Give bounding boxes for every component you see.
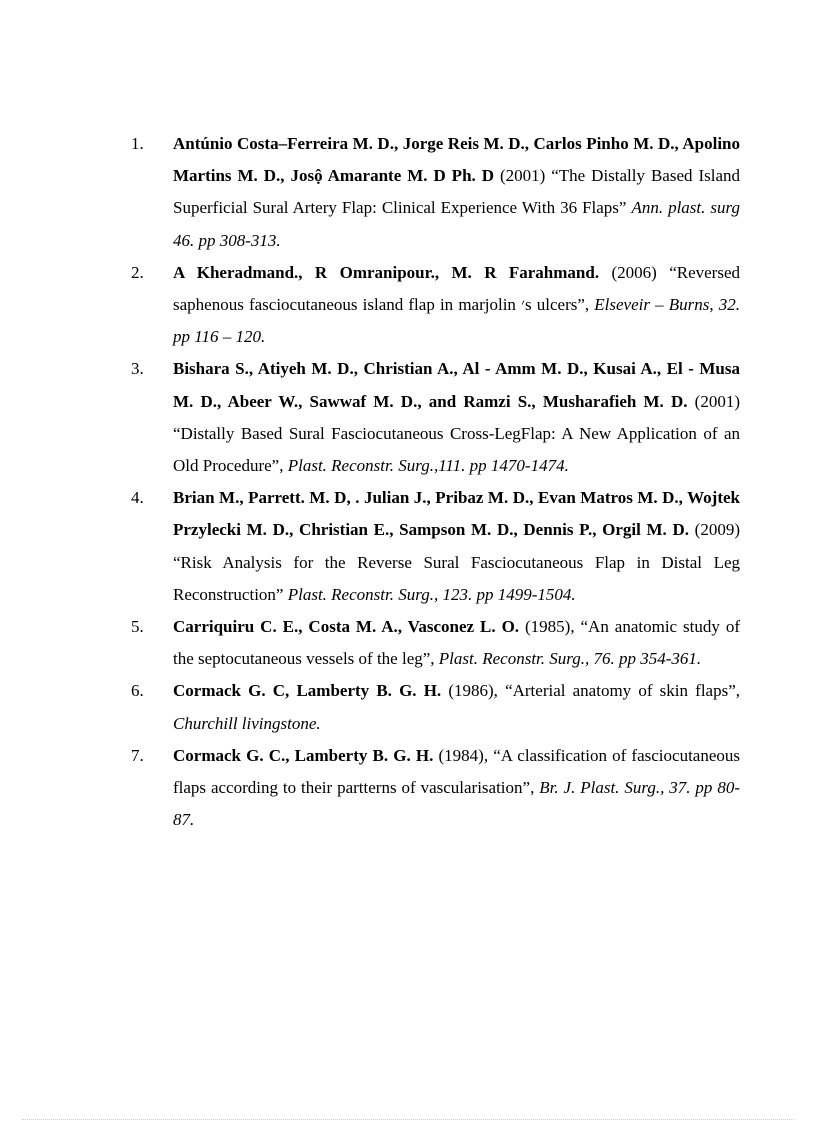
- reference-title: (1986), “Arterial anatomy of skin flaps”,: [441, 681, 740, 701]
- reference-text: [173, 128, 740, 257]
- reference-title: (2001) “Distally Based Sural Fasciocutaneous Cross-LegFlap: A New Application of an Old Procedure”,: [173, 391, 740, 476]
- reference-number: 6.: [131, 681, 144, 701]
- reference-text: [173, 611, 740, 675]
- reference-authors: Cormack G. C., Lamberty B. G. H.: [173, 745, 434, 765]
- reference-item: [131, 482, 740, 611]
- reference-authors: Antúnio Costa–Ferreira M. D., Jorge Reis M. D., Carlos Pinho M. D., Apolino Martins M. D., Josộ Amarante M. D Ph. D: [173, 134, 740, 186]
- reference-source: Churchill livingstone.: [173, 713, 321, 733]
- reference-source: Plast. Reconstr. Surg., 123. pp 1499-1504.: [287, 584, 576, 604]
- reference-text: [173, 675, 740, 739]
- reference-number: 4.: [131, 488, 144, 508]
- reference-authors: A Kheradmand., R Omranipour., M. R Farahmand.: [173, 262, 600, 282]
- reference-source: Br. J. Plast. Surg., 37. pp 80-87.: [173, 778, 740, 830]
- reference-number: 7.: [131, 745, 144, 765]
- reference-authors: Carriquiru C. E., Costa M. A., Vasconez L. O.: [173, 617, 520, 637]
- reference-item: [131, 128, 740, 257]
- reference-number: 1.: [131, 134, 144, 153]
- reference-source: Plast. Reconstr. Surg.,111. pp 1470-1474.: [287, 456, 569, 476]
- reference-text: [173, 257, 740, 354]
- reference-text: [173, 482, 740, 611]
- reference-text: [173, 740, 740, 837]
- reference-authors: Brian M., Parrett. M. D, . Julian J., Pribaz M. D., Evan Matros M. D., Wojtek Przylecki M. D., Christian E., Sampson M. D., Dennis P., Orgil M. D.: [173, 488, 740, 540]
- reference-title: (1985), “An anatomic study of the septocutaneous vessels of the leg”,: [173, 617, 740, 669]
- reference-item: [131, 611, 740, 675]
- reference-item: [131, 353, 740, 482]
- reference-list: [131, 128, 740, 836]
- reference-item: [131, 740, 740, 837]
- reference-title: (2006) “Reversed saphenous fasciocutaneous island flap in marjolin ׳s ulcers”,: [173, 262, 740, 315]
- reference-title: (1984), “A classification of fasciocutaneous flaps according to their partterns of vascularisation”,: [173, 745, 740, 798]
- page-bottom-divider: [22, 1119, 794, 1120]
- reference-item: [131, 675, 740, 739]
- reference-source: Plast. Reconstr. Surg., 76. pp 354-361.: [438, 649, 702, 669]
- reference-source: Elseveir – Burns, 32. pp 116 – 120.: [173, 295, 740, 347]
- reference-title: (2009) “Risk Analysis for the Reverse Sural Fasciocutaneous Flap in Distal Leg Reconstruction”: [173, 520, 740, 604]
- reference-number: 2.: [131, 262, 144, 282]
- reference-text: [173, 353, 740, 482]
- reference-source: Ann. plast. surg 46. pp 308-313.: [173, 198, 740, 250]
- reference-item: [131, 257, 740, 354]
- reference-authors: Cormack G. C, Lamberty B. G. H.: [173, 681, 442, 701]
- reference-number: 3.: [131, 359, 144, 379]
- reference-authors: Bishara S., Atiyeh M. D., Christian A., Al - Amm M. D., Kusai A., El - Musa M. D., Abeer W., Sawwaf M. D., and Ramzi S., Musharafieh M. D.: [173, 359, 740, 411]
- reference-number: 5.: [131, 617, 144, 637]
- reference-title: (2001) “The Distally Based Island Superficial Sural Artery Flap: Clinical Experience With 36 Flaps”: [173, 166, 740, 218]
